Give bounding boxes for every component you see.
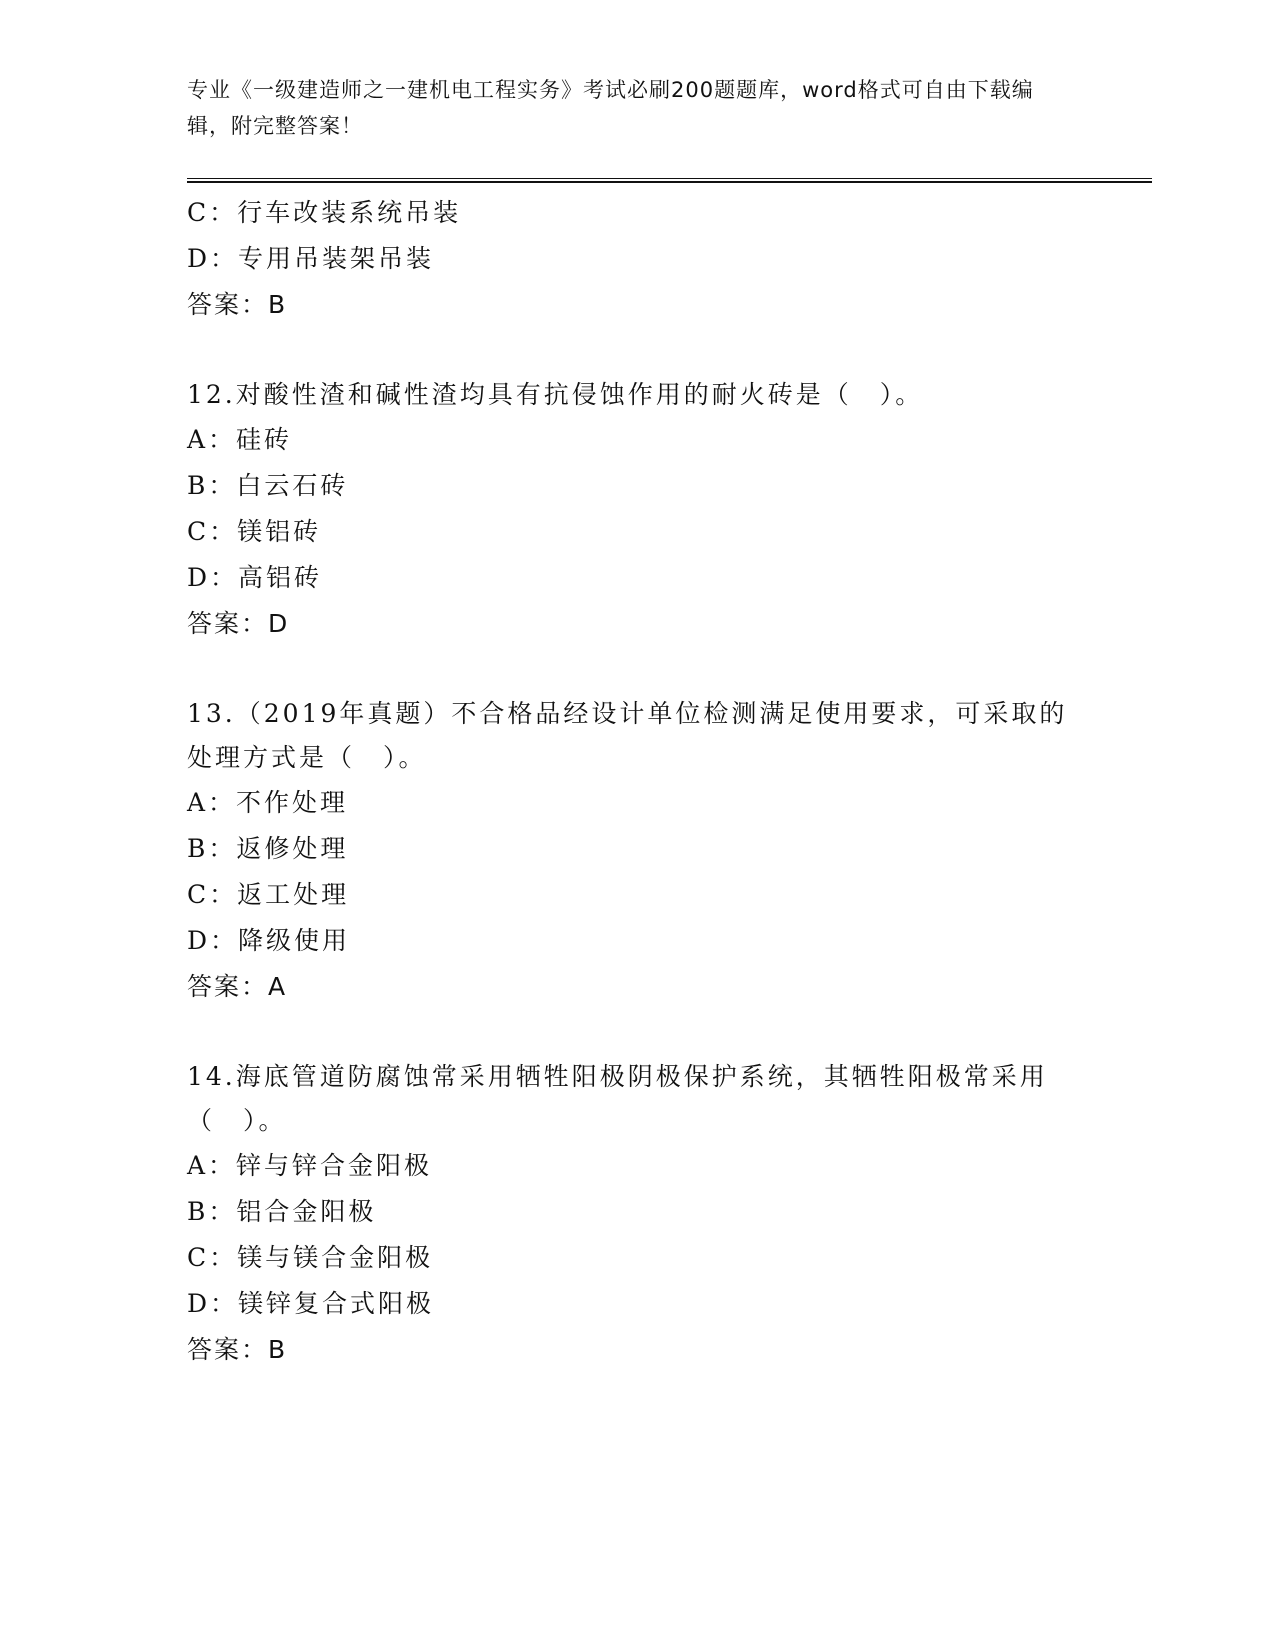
document-header: 专业《一级建造师之一建机电工程实务》考试必刷200题题库，word格式可自由下载编辑，附完整答案！ (187, 78, 1034, 138)
answer-line: 答案：B (187, 1335, 288, 1364)
question-stem: 14.海底管道防腐蚀常采用牺牲阳极阴极保护系统，其牺牲阳极常采用（ ）。 (187, 1062, 1048, 1135)
option-b: B：白云石砖 (187, 471, 349, 500)
option-d: D：专用吊装架吊装 (187, 244, 435, 273)
header-divider-thick (187, 181, 1152, 183)
option-b: B：铝合金阳极 (187, 1197, 377, 1226)
option-d: D：镁锌复合式阳极 (187, 1289, 435, 1318)
option-d: D：高铝砖 (187, 563, 323, 592)
question-13 (187, 692, 1087, 1010)
header-divider-thin (187, 178, 1152, 179)
spacer (187, 1010, 1087, 1055)
answer-line: 答案：A (187, 972, 288, 1001)
option-a: A：硅砖 (187, 425, 293, 454)
question-14 (187, 1055, 1087, 1373)
question-11-continued (187, 190, 1087, 328)
question-list (187, 190, 1087, 1373)
option-b: B：返修处理 (187, 834, 349, 863)
answer-line: 答案：D (187, 609, 290, 638)
option-a: A：锌与锌合金阳极 (187, 1151, 433, 1180)
option-a: A：不作处理 (187, 788, 349, 817)
option-c: C：镁铝砖 (187, 517, 322, 546)
spacer (187, 647, 1087, 692)
option-c: C：行车改装系统吊装 (187, 198, 462, 227)
question-12 (187, 373, 1087, 647)
option-d: D：降级使用 (187, 926, 351, 955)
option-c: C：返工处理 (187, 880, 350, 909)
question-stem: 13.（2019年真题）不合格品经设计单位检测满足使用要求，可采取的处理方式是（ ）。 (187, 699, 1068, 772)
option-c: C：镁与镁合金阳极 (187, 1243, 434, 1272)
spacer (187, 328, 1087, 373)
answer-line: 答案：B (187, 290, 288, 319)
question-stem: 12.对酸性渣和碱性渣均具有抗侵蚀作用的耐火砖是（ ）。 (187, 380, 924, 409)
